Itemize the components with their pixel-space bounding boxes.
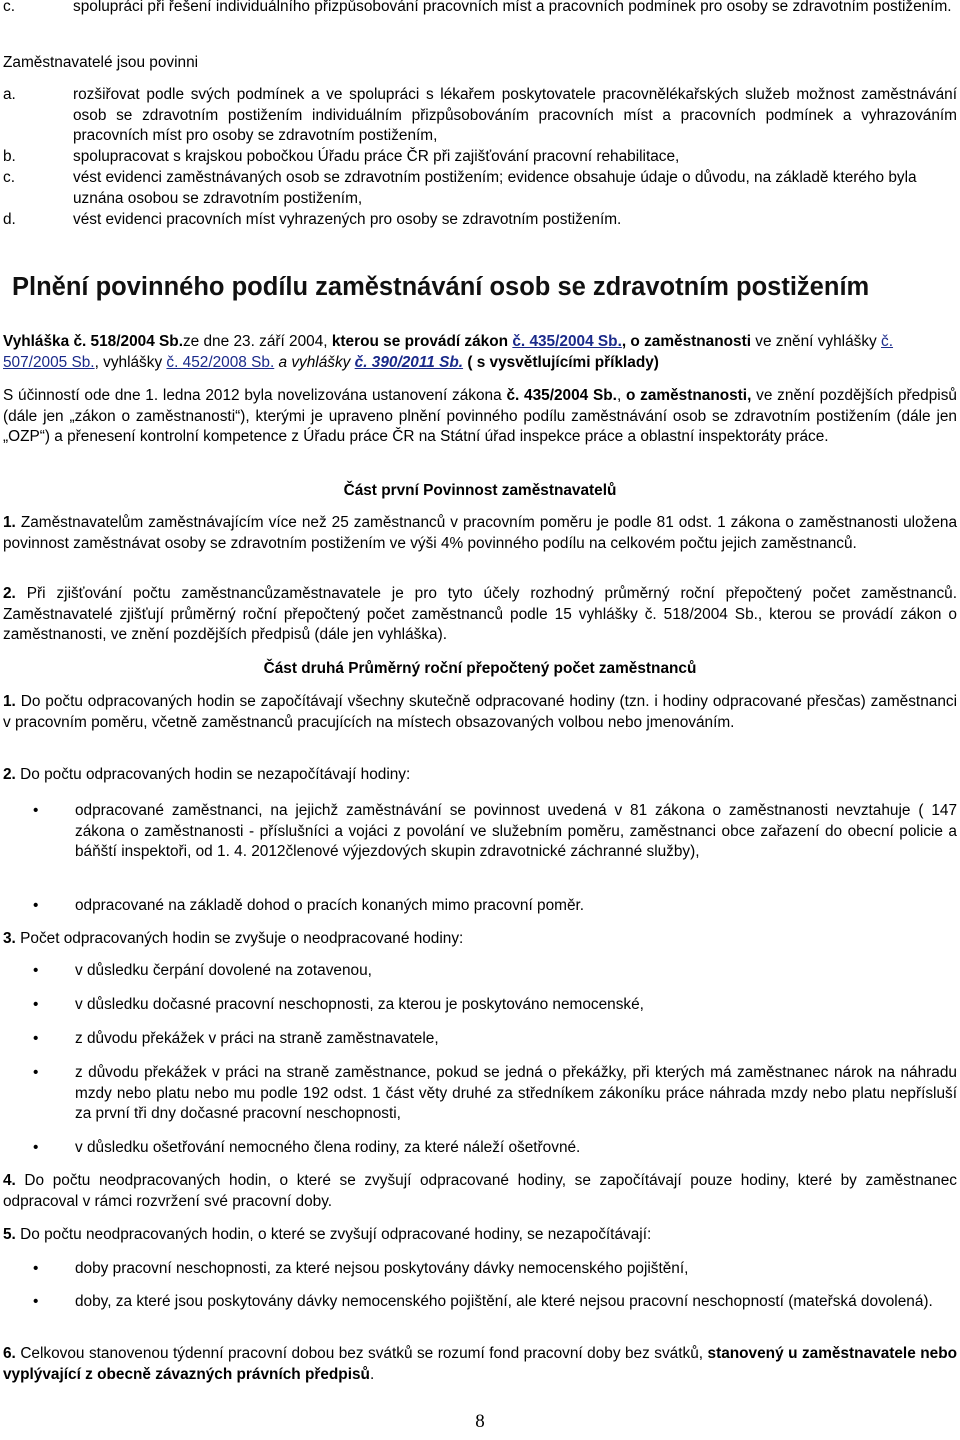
bullet-text: odpracované na základě dohod o pracích konaných mimo pracovní poměr. <box>75 897 585 914</box>
paragraph-text: Při zjišťování počtu zaměstnancůzaměstnavatele je pro tyto účely rozhodný průměrný roční přepočtený počet zaměstnanců. Zaměstnavatelé zjišťují průměrný roční přepočtený počet zaměstnanců podle 15 vyhlášky č. 518/2004 Sb., kterou se provádí zákon o zaměstnanosti, ve znění pozdějších předpisů (dále jen vyhláška). <box>3 585 957 643</box>
bullet-icon: • <box>33 962 39 979</box>
link-452-2008[interactable]: č. 452/2008 Sb. <box>166 353 275 371</box>
main-heading: Plnění povinného podílu zaměstnávání osob se zdravotním postižením <box>12 273 870 301</box>
decree-text: a vyhlášky <box>274 353 355 371</box>
part2-paragraph-3 <box>3 929 957 950</box>
bullet-icon: • <box>33 1064 39 1081</box>
part1-paragraph-2 <box>3 584 957 646</box>
bullet-text: doby, za které jsou poskytovány dávky nemocenského pojištění, ale které nejsou pracovní neschopností (mateřská dovolená). <box>75 1293 933 1310</box>
paragraph-emphasis: stanovený u zaměstnavatele nebo vyplývající z obecně závazných právních předpisů <box>3 1345 958 1383</box>
bullet-icon: • <box>33 897 39 914</box>
decree-text: ve znění vyhlášky <box>751 333 882 350</box>
paragraph-text: Do počtu neodpracovaných hodin, o které se zvyšují odpracované hodiny, se započítávají pouze hodiny, které by zaměstnanec odpracoval v rámci rozvržení své pracovní doby. <box>3 1172 957 1210</box>
paragraph-text: . <box>369 1365 375 1383</box>
list-marker: b. <box>3 148 16 165</box>
bullet-icon: • <box>33 1139 39 1156</box>
page-number: 8 <box>475 1411 485 1432</box>
list-item-text: rozšiřovat podle svých podmínek a ve spolupráci s lékařem poskytovatele pracovnělékařských služeb možnost zaměstnávání osob se zdravotním postižením individuálním přizpůsobováním pracovních míst a pracovních podmínek a vyhrazováním pracovních míst pro osoby se zdravotním postižením, <box>73 86 957 144</box>
paragraph-text: Zaměstnavatelům zaměstnávajícím více než 25 zaměstnanců v pracovním poměru je podle 81 odst. 1 zákona o zaměstnanosti uložena povinnost zaměstnávat osoby se zdravotním postižením ve výši 4% povinného podílu na celkovém počtu jejich zaměstnanců. <box>3 514 957 552</box>
decree-date: ze dne 23. září 2004, <box>182 333 332 350</box>
decree-text: ( s vysvětlujícími příklady) <box>463 353 659 371</box>
list-marker: d. <box>3 211 16 228</box>
effect-text: , <box>616 387 626 404</box>
part2-paragraph-5 <box>3 1225 957 1246</box>
link-390-2011[interactable]: č. 390/2011 Sb. <box>354 353 464 371</box>
bullet-icon: • <box>33 802 39 819</box>
link-507-2005[interactable]: č. 507/2005 Sb. <box>3 333 894 371</box>
decree-title: Vyhláška č. 518/2004 Sb. <box>3 333 183 350</box>
effect-law-name: o zaměstnanosti, <box>626 387 752 404</box>
bullet-text: z důvodu překážek v práci na straně zaměstnavatele, <box>75 1030 439 1047</box>
bullet-icon: • <box>33 1260 39 1277</box>
bullet-text: v důsledku ošetřování nemocného člena rodiny, za které náleží ošetřovné. <box>75 1139 581 1156</box>
effect-paragraph <box>3 386 957 448</box>
paragraph-number: 2. <box>3 585 16 602</box>
list-marker: c. <box>3 169 15 186</box>
part1-title: Část první Povinnost zaměstnavatelů <box>343 482 617 499</box>
bullet-icon: • <box>33 996 39 1013</box>
paragraph-text: Do počtu neodpracovaných hodin, o které se zvyšují odpracované hodiny, se nezapočítávají: <box>15 1226 652 1243</box>
bullet-text: z důvodu překážek v práci na straně zaměstnance, pokud se jedná o překážky, při kterých má zaměstnanec nárok na náhradu mzdy nebo platu nebo mu podle 192 odst. 1 část věty druhé za středníkem zákoníku práce náhrada mzdy nebo platu nepřísluší za první tři dny dočasné pracovní neschopnosti, <box>75 1064 957 1122</box>
bullet-text: doby pracovní neschopnosti, za které nejsou poskytovány dávky nemocenského pojištění, <box>75 1260 689 1277</box>
list-marker: a. <box>3 86 16 103</box>
decree-paragraph <box>3 332 957 373</box>
link-435-2004[interactable]: č. 435/2004 Sb. <box>512 333 622 350</box>
list-item-text: spolupracovat s krajskou pobočkou Úřadu práce ČR při zajišťování pracovní rehabilitace, <box>73 148 680 165</box>
paragraph-number: 5. <box>3 1226 16 1243</box>
paragraph-number: 6. <box>3 1345 16 1362</box>
paragraph-number: 2. <box>3 766 16 783</box>
effect-text: S účinností ode dne 1. ledna 2012 byla novelizována ustanovení zákona <box>3 387 507 404</box>
list-item-text: spolupráci při řešení individuálního přizpůsobování pracovních míst a pracovních podmínek pro osoby se zdravotním postižením. <box>73 0 952 15</box>
part1-paragraph-1 <box>3 513 957 554</box>
effect-text: ve znění pozdějších předpisů (dále jen „zákon o zaměstnanosti“), kterými je upraveno plnění povinného podílu zaměstnávání osob se zdravotním postižením (dále jen „OZP“) a přenesení kontrolní kompetence z Úřadu práce ČR na Státní úřad inspekce práce a oblastní inspektoráty práce. <box>3 387 957 445</box>
bullet-text: v důsledku čerpání dovolené na zotavenou, <box>75 962 372 979</box>
part2-paragraph-2 <box>3 765 957 786</box>
part2-paragraph-1 <box>3 692 957 733</box>
decree-text: , vyhlášky <box>94 353 167 371</box>
effect-law: č. 435/2004 Sb. <box>506 387 617 404</box>
part2-title: Část druhá Průměrný roční přepočtený počet zaměstnanců <box>263 660 697 677</box>
paragraph-number: 4. <box>3 1172 16 1189</box>
list-marker: c. <box>3 0 15 15</box>
list-item-text: vést evidenci zaměstnávaných osob se zdravotním postižením; evidence obsahuje údaje o důvodu, na základě kterého byla uznána osobou se zdravotním postižením, <box>73 169 917 207</box>
paragraph-text: Do počtu odpracovaných hodin se nezapočítávají hodiny: <box>15 766 411 783</box>
list-item-text: vést evidenci pracovních míst vyhrazených pro osoby se zdravotním postižením. <box>73 211 622 228</box>
part2-paragraph-6 <box>3 1344 957 1385</box>
paragraph-text: Počet odpracovaných hodin se zvyšuje o neodpracované hodiny: <box>15 930 464 947</box>
decree-text: , o zaměstnanosti <box>621 333 751 350</box>
bullet-icon: • <box>33 1030 39 1047</box>
section-heading-employers: Zaměstnavatelé jsou povinni <box>3 54 199 71</box>
paragraph-number: 1. <box>3 693 16 710</box>
paragraph-text: Do počtu odpracovaných hodin se započítávají všechny skutečně odpracované hodiny (tzn. i hodiny odpracované přesčas) zaměstnanci v pracovním poměru, včetně zaměstnanců pracujících na místech obsazovaných volbou nebo jmenováním. <box>3 693 957 731</box>
bullet-text: odpracované zaměstnanci, na jejichž zaměstnávání se povinnost uvedená v 81 zákona o zaměstnanosti nevztahuje ( 147 zákona o zaměstnanosti - příslušníci a vojáci z povolání ve služebním poměru, zaměstnanci obce zařazení do obecní policie a báňští inspektoři, od 1. 4. 2012členové výjezdových skupin zdravotnické záchranné služby), <box>75 802 957 860</box>
paragraph-text: Celkovou stanovenou týdenní pracovní dobou bez svátků se rozumí fond pracovní doby bez svátků, <box>15 1345 708 1362</box>
paragraph-number: 3. <box>3 930 16 947</box>
bullet-icon: • <box>33 1293 39 1310</box>
decree-text: kterou se provádí zákon <box>331 333 513 350</box>
part2-paragraph-4 <box>3 1171 957 1212</box>
paragraph-number: 1. <box>3 514 16 531</box>
bullet-text: v důsledku dočasné pracovní neschopnosti, za kterou je poskytováno nemocenské, <box>75 996 644 1013</box>
